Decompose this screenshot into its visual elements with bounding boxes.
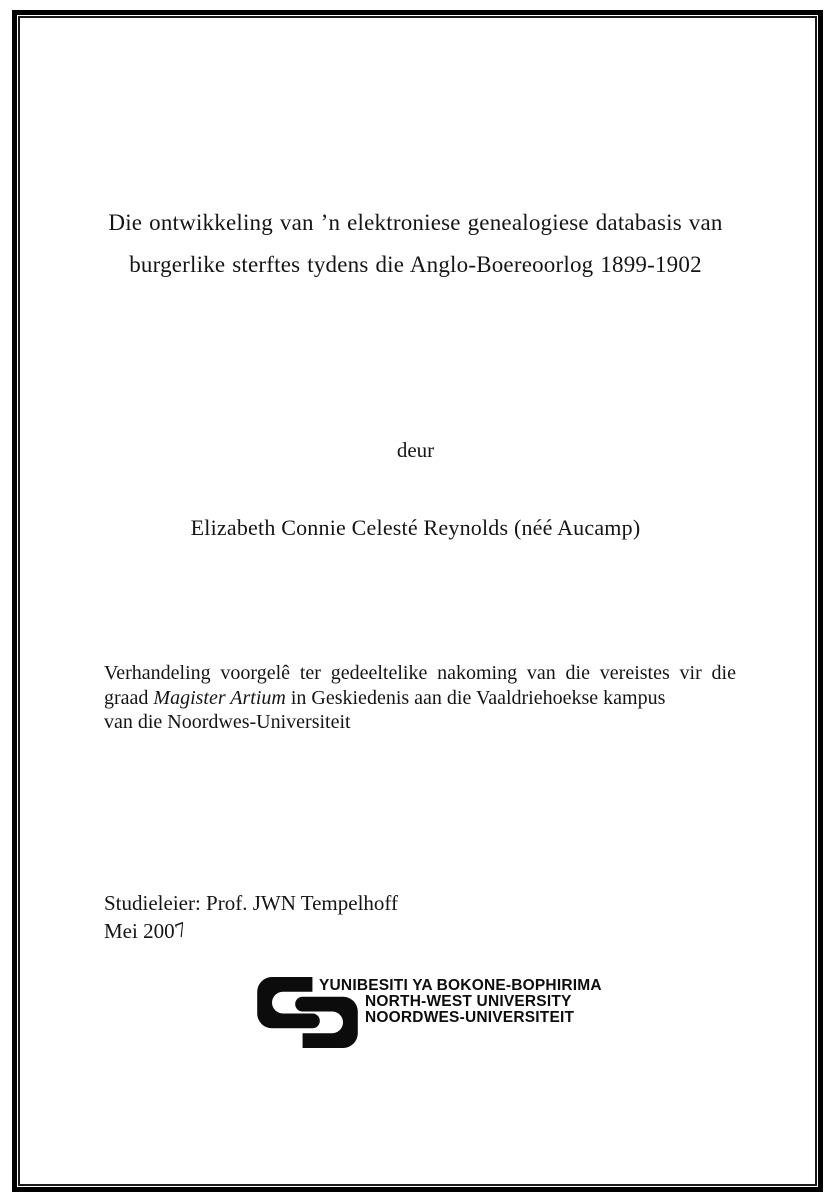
logo-text-english: NORTH-WEST UNIVERSITY (365, 993, 572, 1010)
date-line (104, 917, 398, 945)
date-text: Mei 200 (104, 919, 175, 943)
thesis-title (70, 202, 761, 286)
thesis-title-line-2: burgerlike sterftes tydens die Anglo-Boereoorlog 1899-1902 (129, 252, 702, 277)
logo-text-afrikaans: NOORDWES-UNIVERSITEIT (365, 1009, 575, 1026)
thesis-title-line-1: Die ontwikkeling van ’n elektroniese genealogiese databasis van (108, 210, 723, 235)
supervisor-line: Studieleier: Prof. JWN Tempelhoff (104, 891, 399, 915)
declaration-line-1: Verhandeling voorgelê ter gedeeltelike nakoming van die vereistes vir die (104, 662, 736, 684)
declaration-line-2-prefix: graad (104, 686, 154, 709)
date-last-digit: 7 (171, 916, 190, 943)
declaration-line-2 (104, 686, 736, 711)
university-logo (257, 975, 602, 1053)
declaration-paragraph (104, 661, 736, 735)
degree-name-italic: Magister Artium (153, 686, 286, 709)
supervisor-block (104, 889, 398, 945)
byline: deur (396, 438, 435, 462)
declaration-line-3: van die Noordwes-Universiteit (104, 711, 351, 733)
declaration-line-2-suffix: in Geskiedenis aan die Vaaldriehoekse kampus (285, 686, 666, 709)
logo-text-setswana: YUNIBESITI YA BOKONE-BOPHIRIMA (319, 977, 602, 994)
author-name: Elizabeth Connie Celesté Reynolds (néé Aucamp) (190, 515, 641, 540)
university-logo-text (319, 978, 602, 1026)
